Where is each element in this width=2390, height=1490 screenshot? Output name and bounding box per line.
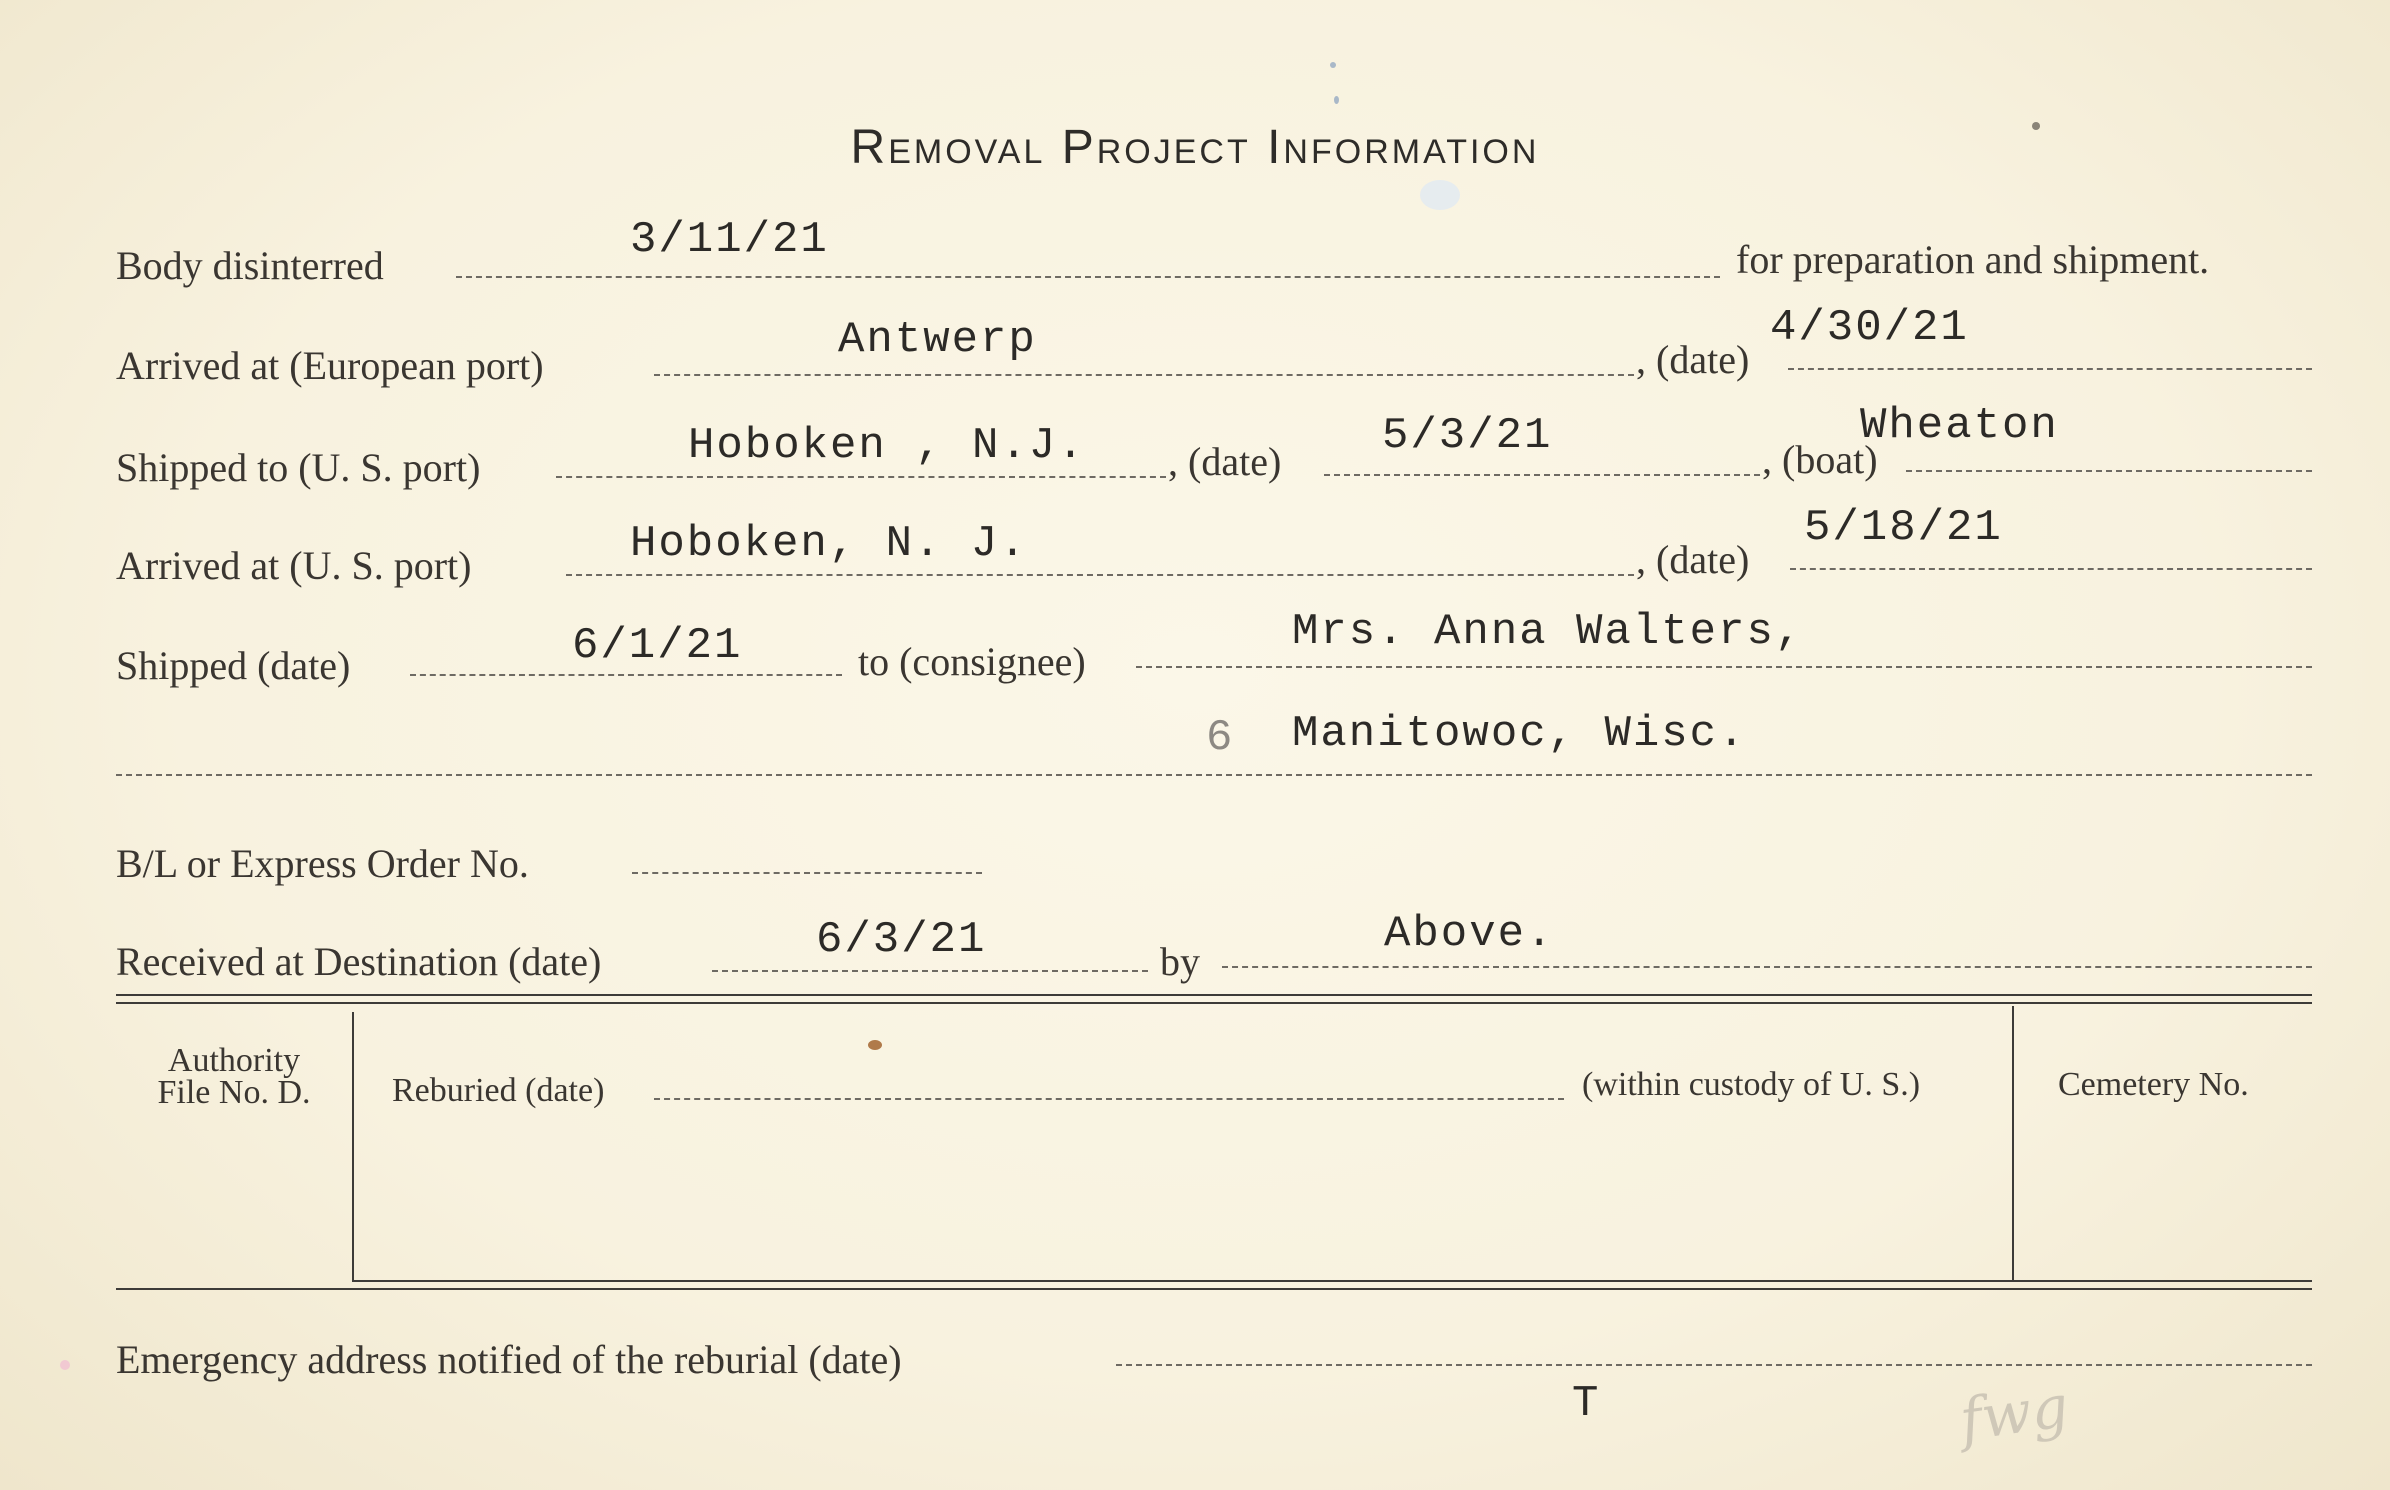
shipped-date-label: Shipped (date) [116,643,351,688]
typed-mark-t: T [1572,1379,1601,1429]
consignee-address: Manitowoc, Wisc. [1292,709,1747,759]
shipped-us-boat-label: , (boat) [1762,437,1878,482]
arrived-european-date-label: , (date) [1636,337,1750,382]
stain-speck [1334,96,1339,104]
consignee-label: to (consignee) [858,639,1086,684]
received-label: Received at Destination (date) [116,939,602,984]
shipped-us-date: 5/3/21 [1382,411,1553,461]
arrived-european-label: Arrived at (European port) [116,343,544,388]
emergency-label: Emergency address notified of the reburial (date) [116,1337,902,1382]
box-bottom-rule [352,1280,2312,1282]
reburied-label: Reburied (date) [392,1072,605,1109]
shipped-date-line [410,674,842,676]
authority-line1: Authority [167,1042,301,1079]
shipped-us-date-line [1324,474,1760,476]
arrived-european-date-line [1788,368,2312,370]
body-disinterred-label: Body disinterred [116,243,384,288]
body-disinterred-suffix: for preparation and shipment. [1736,237,2210,282]
emergency-line [1116,1364,2312,1366]
body-disinterred-line [456,276,1720,278]
consignee-line [1136,666,2312,668]
card-title: Removal Project Information [850,121,1540,174]
stain-speck [1420,180,1460,210]
received-date-line [712,970,1148,972]
shipped-us-boat: Wheaton [1860,401,2059,451]
cemetery-label: Cemetery No. [2058,1066,2249,1103]
received-by: Above. [1384,909,1555,959]
arrived-us-date-label: , (date) [1636,537,1750,582]
arrived-us-date: 5/18/21 [1804,503,2003,553]
shipped-us-date-label: , (date) [1168,439,1282,484]
consignee-name: Mrs. Anna Walters, [1292,607,1804,657]
arrived-us-line [566,574,1634,576]
section-bottom-rule [116,1288,2312,1290]
arrived-us-label: Arrived at (U. S. port) [116,543,472,588]
arrived-us-date-line [1790,568,2312,570]
authority-line2: File No. D. [157,1074,311,1111]
reburied-line [654,1098,1564,1100]
shipped-us-port: Hoboken , N.J. [688,421,1086,471]
arrived-us-port: Hoboken, N. J. [630,519,1028,569]
received-by-line [1222,966,2312,968]
box-divider-right [2012,1006,2014,1280]
received-date: 6/3/21 [816,915,987,965]
shipped-us-boat-line [1906,470,2312,472]
bl-order-line [632,872,982,874]
double-rule-bottom [116,1002,2312,1004]
shipped-us-line [556,476,1166,478]
reburied-suffix: (within custody of U. S.) [1582,1066,1921,1103]
pencil-note: fwg [1955,1371,2073,1455]
stain-speck [1330,62,1336,68]
consignee-address-line [116,774,2312,776]
body-disinterred-value: 3/11/21 [630,215,829,265]
shipped-us-label: Shipped to (U. S. port) [116,445,481,490]
box-divider-left [352,1012,354,1282]
arrived-european-date: 4/30/21 [1770,303,1969,353]
arrived-european-port: Antwerp [838,315,1037,365]
stain-speck [868,1040,882,1050]
received-by-label: by [1160,939,1200,984]
consignee-address-mark: 6 [1206,713,1235,763]
bl-order-label: B/L or Express Order No. [116,841,529,886]
shipped-date: 6/1/21 [572,621,743,671]
stain-speck [60,1360,70,1370]
arrived-european-line [654,374,1634,376]
double-rule-top [116,994,2312,996]
